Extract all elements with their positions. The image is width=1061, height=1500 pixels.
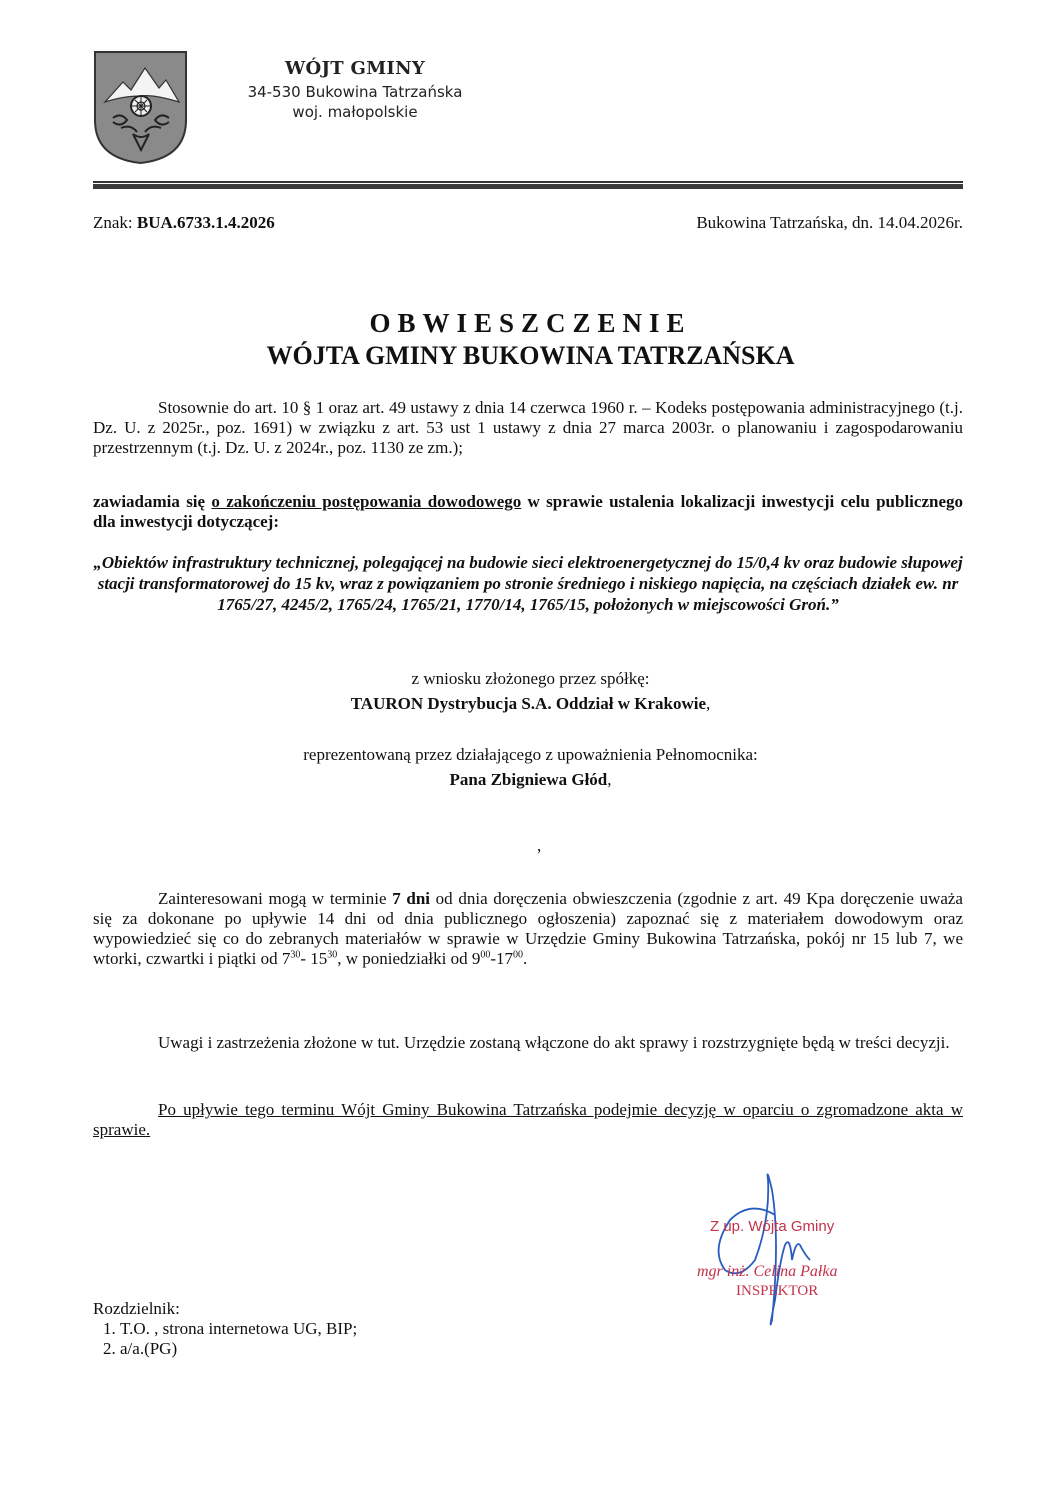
signature-stamp	[680, 1160, 900, 1340]
header-divider	[93, 181, 963, 189]
remarks-paragraph: Uwagi i zastrzeżenia złożone w tut. Urzędzie zostaną włączone do akt sprawy i rozstrzygnięte będą w treści decyzji.	[158, 1033, 950, 1052]
hours-sup: 30	[327, 949, 338, 961]
stamp-line-name: mgr inż. Celina Pałka	[697, 1263, 838, 1280]
letterhead	[230, 58, 480, 121]
letterhead-address: 34-530 Bukowina Tatrzańska	[247, 83, 463, 101]
distribution-list	[93, 1299, 357, 1359]
reference-number	[93, 213, 275, 233]
legal-basis-paragraph: Stosownie do art. 10 § 1 oraz art. 49 ustawy z dnia 14 czerwca 1960 r. – Kodeks postępowania administracyjnego (t.j. Dz. U. z 2025r., poz. 1691) w związku z art. 53 ust 1 ustawy z dnia 27 marca 2003r. o planowaniu i zagospodarowaniu przestrzennym (t.j. Dz. U. z 2024r., poz. 1130 ze zm.);	[93, 398, 963, 457]
reference-value: BUA.6733.1.4.2026	[136, 213, 275, 232]
stamp-line-position: INSPEKTOR	[736, 1283, 819, 1299]
hours-text: -17	[490, 949, 513, 968]
stray-comma: ,	[537, 836, 542, 855]
distribution-item: 2. a/a.(PG)	[120, 1339, 357, 1359]
applicant-name: TAURON Dystrybucja S.A. Oddział w Krakowie	[350, 694, 707, 713]
closing-paragraph: Po upływie tego terminu Wójt Gminy Bukowina Tatrzańska podejmie decyzję w oparciu o zgromadzone akta w sprawie.	[93, 1100, 963, 1139]
applicant-suffix: ,	[706, 694, 711, 713]
distribution-label: Rozdzielnik:	[93, 1299, 180, 1318]
deadline-text-2: od dnia doręczenia obwieszczenia (zgodnie z art. 49 Kpa doręczenie uważa się za dokonane po upływie 14 dni od dnia publicznego ogłoszenia) zapoznać się z materiałem dowodowym oraz wypowiedzieć się co do zebranych materiałów w sprawie w Urzędzie Gminy Bukowina Tatrzańska, pokój nr 15 lub 7, we wtorki, czwartki i piątki od 7	[93, 889, 963, 968]
applicant-line	[0, 694, 1061, 714]
document-subtitle: WÓJTA GMINY BUKOWINA TATRZAŃSKA	[266, 341, 795, 370]
investment-description: „Obiektów infrastruktury technicznej, polegającej na budowie sieci elektroenergetycznej do 15/0,4 kv oraz budowie słupowej stacji transformatorowej do 15 kv, wraz z powiązaniem po stronie średniego i niskiego napięcia, na częściach działek ew. nr 1765/27, 4245/2, 1765/24, 1765/21, 1770/14, 1765/15, położonych w miejscowości Groń.”	[93, 553, 963, 614]
deadline-text-1: Zainteresowani mogą w terminie	[158, 889, 393, 908]
coat-of-arms-icon	[93, 50, 188, 165]
notice-underlined: o zakończeniu postępowania dowodowego	[211, 492, 522, 511]
applicant-intro: z wniosku złożonego przez spółkę:	[411, 669, 650, 688]
hours-text: - 15	[300, 949, 328, 968]
representative-line	[0, 770, 1061, 790]
hours-sup: 30	[290, 949, 301, 961]
deadline-days: 7 dni	[392, 889, 430, 908]
representative-suffix: ,	[607, 770, 612, 789]
representative-intro: reprezentowaną przez działającego z upoważnienia Pełnomocnika:	[303, 745, 758, 764]
deadline-paragraph	[93, 889, 963, 969]
hours-sup: 00	[480, 949, 491, 961]
reference-label: Znak:	[93, 213, 133, 232]
place-and-date: Bukowina Tatrzańska, dn. 14.04.2026r.	[696, 213, 963, 232]
representative-name: Pana Zbigniewa Głód	[449, 770, 608, 789]
hours-text: .	[523, 949, 528, 968]
document-title: OBWIESZCZENIE	[369, 308, 692, 338]
notice-text-2: w sprawie ustalenia lokalizacji inwestycji celu publicznego dla inwestycji dotyczącej:	[93, 492, 963, 531]
handwritten-signature-icon	[680, 1160, 900, 1340]
notice-text-1: zawiadamia się	[93, 492, 212, 511]
stamp-line-authorization: Z up. Wójta Gminy	[710, 1218, 835, 1235]
letterhead-region: woj. małopolskie	[292, 103, 418, 121]
hours-text: , w poniedziałki od 9	[337, 949, 481, 968]
hours-sup: 00	[513, 949, 523, 961]
notice-paragraph	[93, 492, 963, 532]
distribution-item: 1. T.O. , strona internetowa UG, BIP;	[120, 1319, 357, 1339]
letterhead-title: WÓJT GMINY	[284, 58, 426, 79]
